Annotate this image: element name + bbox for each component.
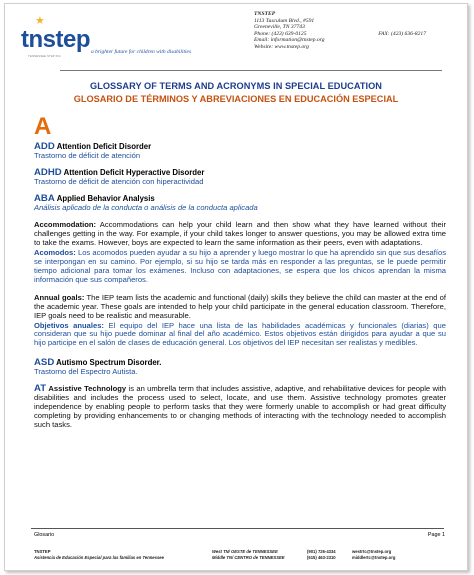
header-divider — [60, 70, 442, 71]
phone-number: Phone: (423) 639-0125 — [254, 30, 307, 37]
at-label: Assistive Technology — [48, 384, 127, 394]
footer-org: TNSTEP — [34, 549, 51, 554]
accommodation-paragraph — [34, 221, 446, 248]
annual-goals-label: Annual goals: — [34, 292, 85, 302]
annual-goals-text: The IEP team lists the academic and functional (daily) skills they believe the child can master at the end of the academic year. These goals are intended to help your child participate in the general education classroom. Therefore, IEP goals need to be realistic and measurable. — [34, 292, 446, 320]
page-number: Page 1 — [427, 532, 445, 538]
accommodation-paragraph-es — [34, 249, 446, 285]
accommodation-text: Accommodations can help your child learn and then show what they have learned without their challenges getting in the way. For example, if your child takes longer to answer questions, you may be allowed extra time to take the exams. However, boys are expected to learn the same information as their peers, even with adaptations. — [34, 220, 446, 247]
annual-goals-paragraph-es — [34, 322, 446, 349]
annual-goals-text-es: El equipo del IEP hace una lista de las habilidades académicas y funcionales (diarias) que consideran que su hijo puede dominar al final del año académico. Estos objetivos están dirigidos para ayudar a que su hijo participe en el salón de clases de educación general. Los objetivos del IEP necesitan ser realistas y medibles. — [34, 320, 446, 348]
address-line-1: 1113 Tusculum Blvd., #591 — [254, 17, 315, 24]
middle-tn-phone: (615) 463-2310 — [307, 554, 336, 560]
west-tn-email[interactable]: westrtc@tnstep.org — [352, 549, 392, 554]
west-tn-label: West TN/ OESTE de TENNESSEE — [212, 549, 278, 554]
entry-abbr: ABA — [34, 193, 55, 204]
accommodation-text-es: Los acomodos pueden ayudar a su hijo a aprender y luego mostrar lo que ha aprendido sin que sus desafíos se interpongan en su camino. Por ejemplo, si su hijo se tarda más en responder a las preguntas, se le puede permitir tiempo adicional para tomar los exámenes. Incluso con adaptaciones, se espera que los chicos aprendan la misma información que sus compañeros. — [34, 247, 446, 284]
entry-translation: Trastorno de déficit de atención con hiperactividad — [34, 177, 204, 186]
accommodation-label: Accommodation: — [34, 220, 97, 229]
document-page — [4, 3, 468, 571]
entry-translation: Trastorno de déficit de atención — [34, 151, 141, 160]
entry-term: Attention Deficit Disorder — [56, 142, 152, 151]
entry-translation: Trastorno del Espectro Autista. — [34, 367, 138, 377]
entry-abbr: ASD — [34, 357, 55, 369]
footer-divider — [31, 528, 444, 529]
glossary-content — [34, 111, 446, 430]
address-block — [254, 11, 468, 51]
org-name: TNSTEP — [254, 11, 276, 17]
star-icon: ★ — [35, 15, 45, 27]
middle-tn-email[interactable]: middlertc@tnstep.org — [352, 554, 396, 560]
title-spanish: GLOSARIO DE TÉRMINOS Y ABREVIACIONES EN EDUCACIÓN ESPECIAL — [73, 94, 399, 104]
logo-wordmark: tnstep — [21, 26, 90, 53]
at-abbr: AT — [34, 383, 47, 395]
footer-title: Glosario — [34, 532, 55, 538]
address-line-2: Greeneville, TN 37743 — [254, 24, 305, 31]
fax-number: FAX: (423) 636-8217 — [378, 30, 426, 37]
accommodation-label-es: Acomodos: — [34, 247, 76, 257]
entry-term: Applied Behavior Analysis — [56, 194, 155, 203]
entry-term: Autismo Spectrum Disorder. — [56, 358, 162, 368]
title-english: GLOSSARY OF TERMS AND ACRONYMS IN SPECIAL EDUCATION — [90, 81, 382, 91]
assistive-technology-paragraph — [34, 385, 446, 430]
website-link[interactable]: Website: www.tnstep.org — [254, 43, 309, 50]
entry-abbr: ADD — [34, 141, 55, 152]
footer-org-desc: Asistencia de Educación Especial para las familias en Tennessee — [34, 554, 164, 560]
email-link[interactable]: Email: information@tnstep.org — [254, 37, 325, 44]
logo-subtext: TENNESSEE STEP INC — [28, 54, 61, 58]
annual-goals-label-es: Objetivos anuales: — [34, 320, 104, 330]
glossary-entry-aba — [34, 194, 446, 212]
west-tn-phone: (901) 726-4334 — [307, 549, 336, 554]
at-text: is an umbrella term that includes assistive, adaptive, and rehabilitative devices for people with disabilities and includes the process used to select, locate, and use them. Assistive technology promotes greater independence by enabling people to perform tasks that they were formerly unable to accomplish or had great difficulty completing by providing enhancements to or changing methods of interacting with the technology needed to accomplish such tasks. — [34, 384, 446, 430]
annual-goals-paragraph — [34, 294, 446, 321]
entry-translation: Análisis aplicado de la conducta o análisis de la conducta aplicada — [34, 203, 258, 212]
section-letter: A — [34, 113, 52, 140]
middle-tn-label: Middle TN/ CENTRO de TENNESSEE — [212, 554, 285, 560]
tagline: a brighter future for children with disabilities — [91, 49, 192, 55]
entry-term: Attention Deficit Hyperactive Disorder — [63, 168, 205, 177]
entry-abbr: ADHD — [34, 167, 62, 178]
glossary-entry-adhd — [34, 168, 446, 186]
glossary-entry-asd — [34, 358, 446, 376]
glossary-entry-add — [34, 142, 446, 160]
